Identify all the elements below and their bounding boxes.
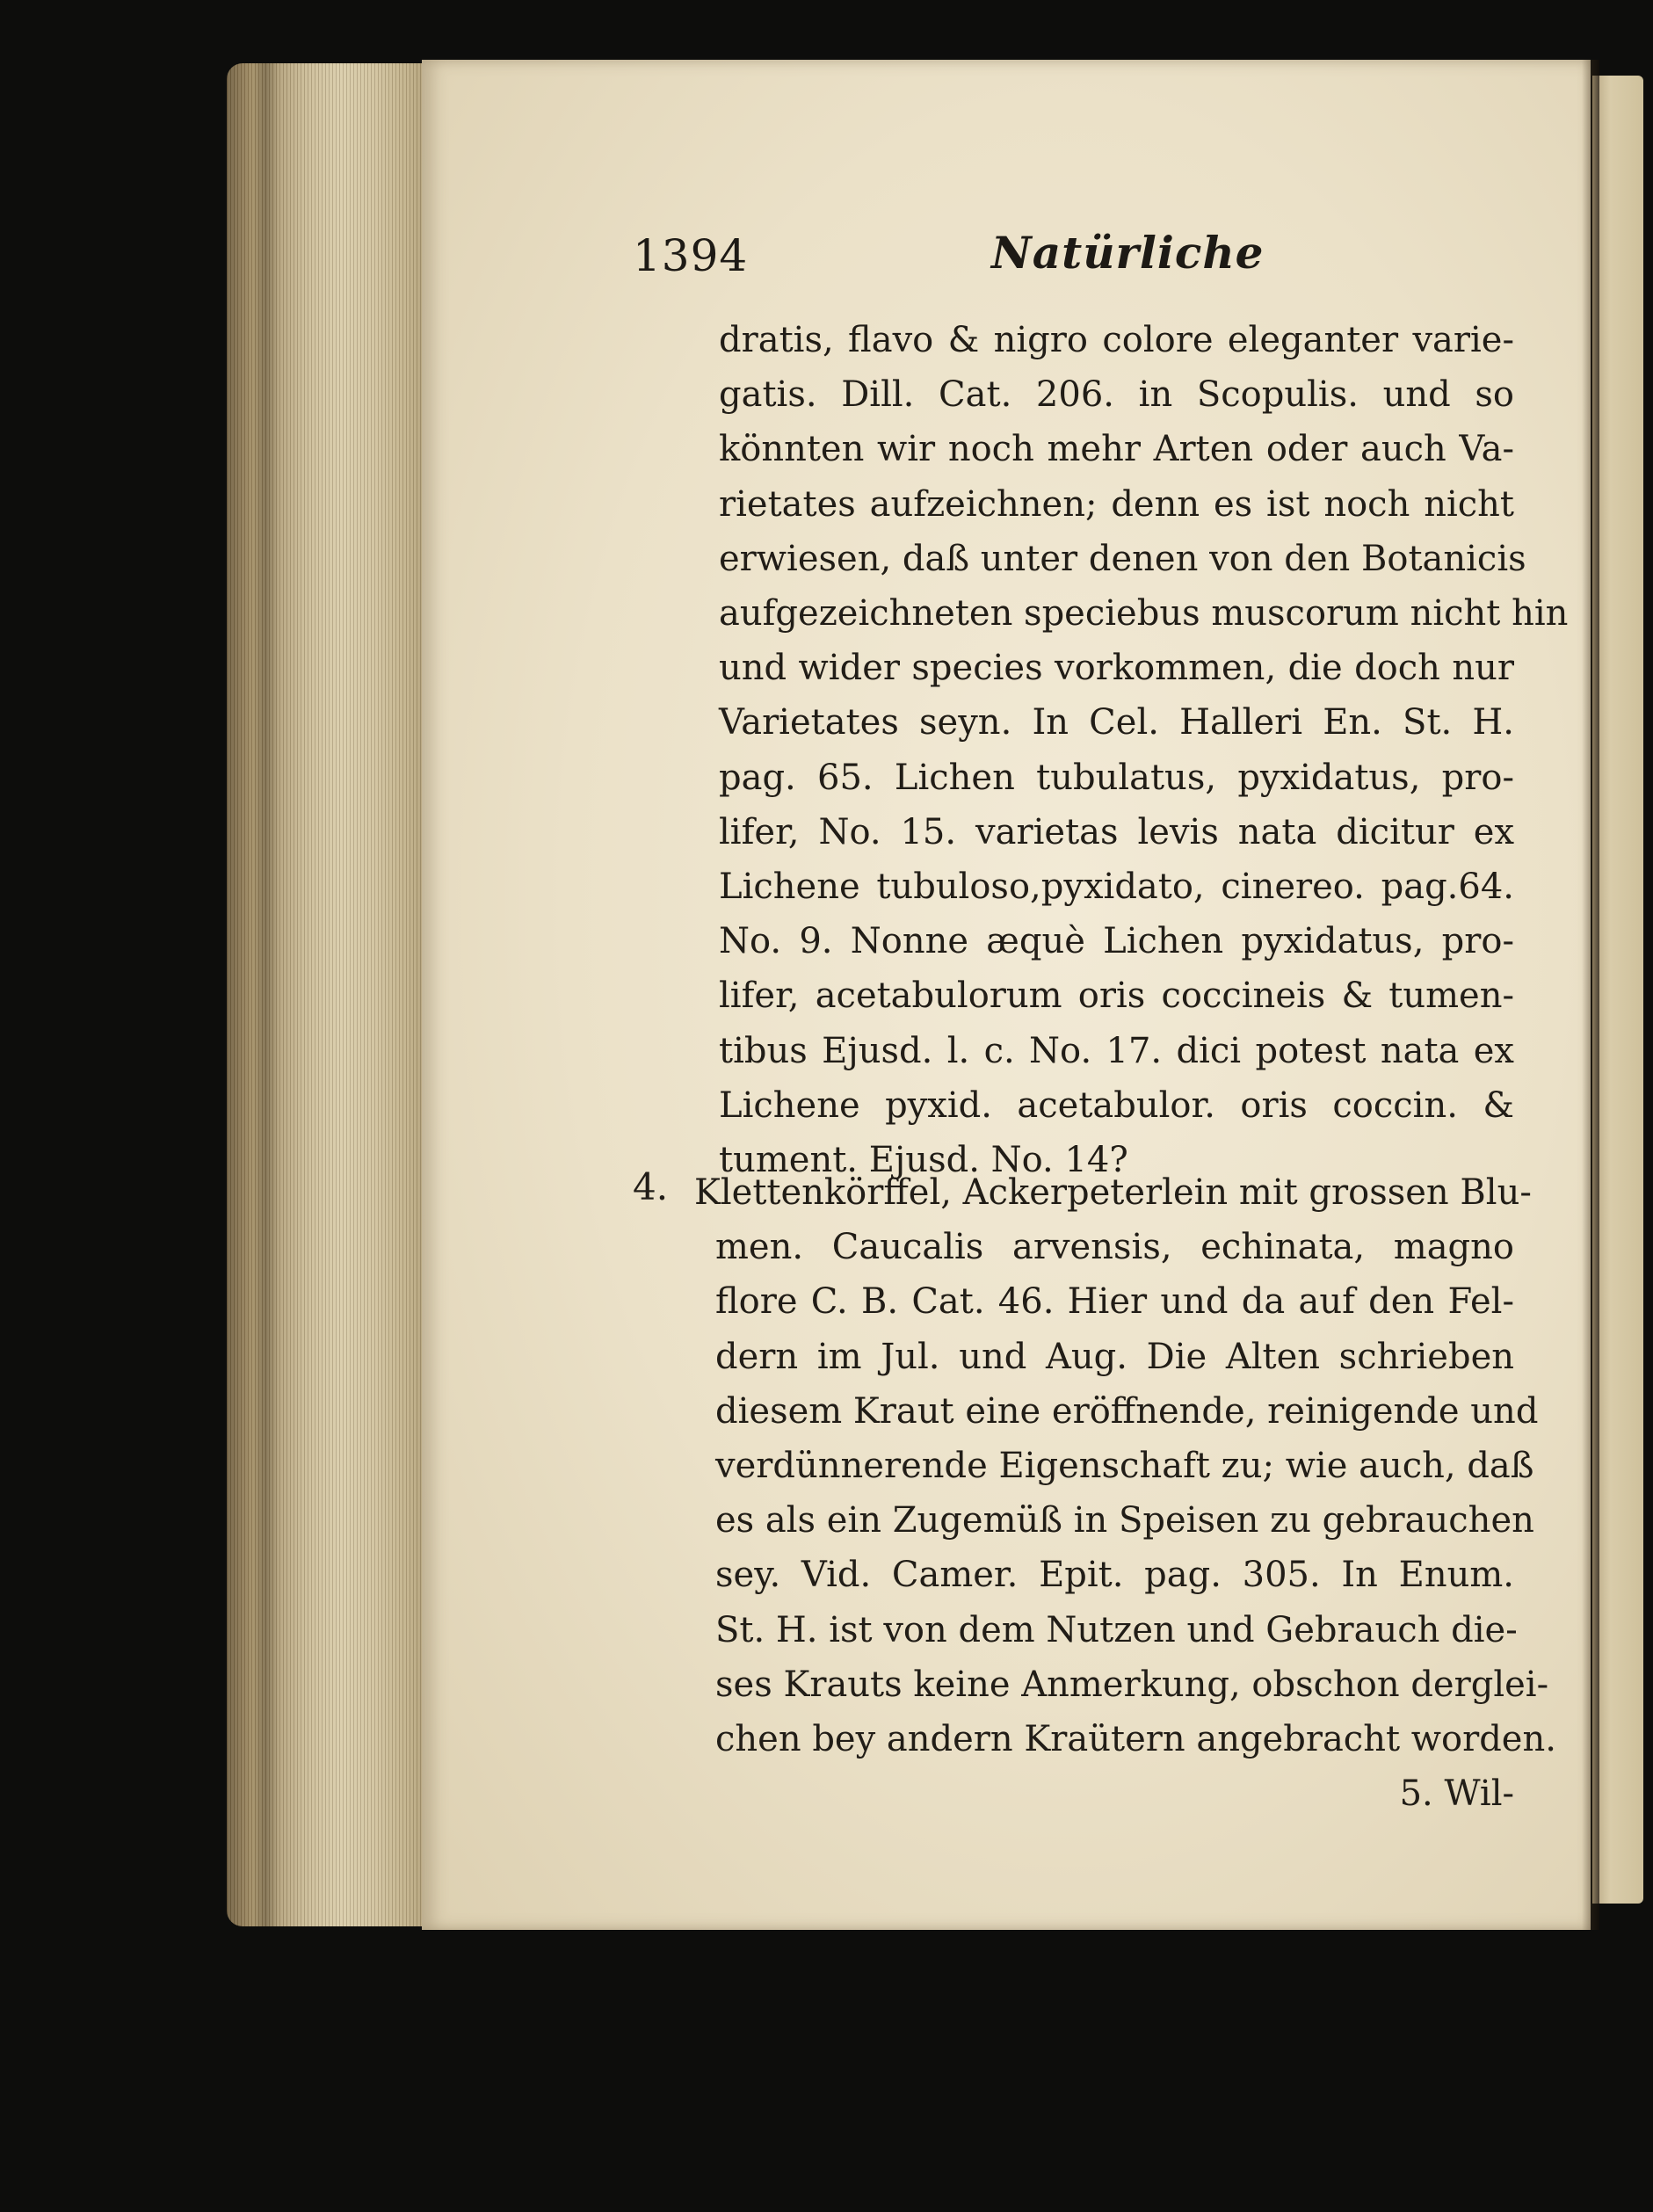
text-line: gatis. Dill. Cat. 206. in Scopulis. und so: [719, 374, 1514, 416]
text-line: könnten wir noch mehr Arten oder auch Va-: [719, 429, 1514, 470]
text-line: lifer, acetabulorum oris coccineis & tumen-: [719, 975, 1514, 1017]
page-gutter: [1582, 60, 1599, 1930]
text-line: erwiesen, daß unter denen von den Botanicis: [719, 538, 1526, 579]
entry-line: es als ein Zugemüß in Speisen zu gebrauchen: [715, 1500, 1534, 1541]
page-edges: [227, 63, 431, 1926]
entry-line: men. Caucalis arvensis, echinata, magno: [715, 1227, 1514, 1268]
entry-line: flore C. B. Cat. 46. Hier und da auf den Fel-: [715, 1281, 1514, 1323]
paragraph-continued: [719, 313, 1569, 1187]
text-line: tument. Ejusd. No. 14?: [719, 1140, 1128, 1181]
text-line: und wider species vorkommen, die doch nur: [719, 648, 1514, 689]
facing-page: [1592, 76, 1643, 1904]
page-number: 1394: [633, 230, 749, 281]
entry-line: sey. Vid. Camer. Epit. pag. 305. In Enum.: [715, 1555, 1514, 1596]
entry-line: St. H. ist von dem Nutzen und Gebrauch die-: [715, 1609, 1518, 1650]
entry-line: diesem Kraut eine eröffnende, reinigende und: [715, 1390, 1539, 1432]
text-line: Lichene pyxid. acetabulor. oris coccin. &: [719, 1084, 1514, 1126]
text-line: pag. 65. Lichen tubulatus, pyxidatus, pro-: [719, 757, 1514, 798]
running-head: Natürliche: [991, 227, 1265, 279]
text-line: Lichene tubuloso,pyxidato, cinereo. pag.64.: [719, 867, 1514, 908]
entry-line: chen bey andern Kraütern angebracht worden.: [715, 1719, 1556, 1760]
entry-line: ses Krauts keine Anmerkung, obschon derglei-: [715, 1664, 1549, 1705]
entry-line: Klettenkörffel, Ackerpeterlein mit grossen Blu-: [694, 1172, 1532, 1213]
page-header: [633, 227, 1265, 283]
entry-line: verdünnerende Eigenschaft zu; wie auch, daß: [715, 1446, 1534, 1487]
entry-4: [694, 1165, 1556, 1821]
entry-number: 4.: [633, 1165, 669, 1208]
catchword: 5. Wil-: [1399, 1773, 1514, 1815]
text-line: aufgezeichneten speciebus muscorum nicht hin: [719, 593, 1569, 635]
text-line: No. 9. Nonne æquè Lichen pyxidatus, pro-: [719, 921, 1514, 962]
text-line: lifer, No. 15. varietas levis nata dicitur ex: [719, 811, 1514, 852]
text-line: Varietates seyn. In Cel. Halleri En. St. H.: [719, 702, 1514, 743]
text-line: tibus Ejusd. l. c. No. 17. dici potest nata ex: [719, 1030, 1514, 1071]
text-line: dratis, flavo & nigro colore eleganter varie-: [719, 320, 1514, 360]
entry-line: dern im Jul. und Aug. Die Alten schrieben: [715, 1336, 1514, 1377]
text-line: rietates aufzeichnen; denn es ist noch nicht: [719, 483, 1514, 525]
